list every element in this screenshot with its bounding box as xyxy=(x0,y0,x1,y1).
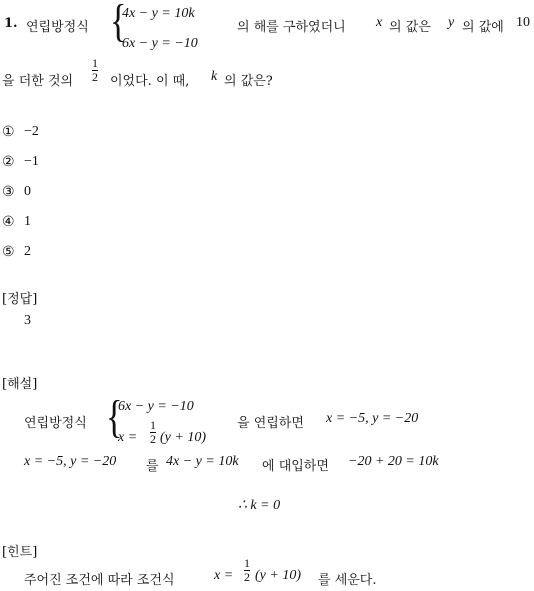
fraction-numerator: 1 xyxy=(92,56,98,70)
choice-3-marker: ③ xyxy=(2,184,15,200)
choice-4-value: 1 xyxy=(24,214,31,229)
answer-label: [정답] xyxy=(2,292,38,307)
choice-3-value: 0 xyxy=(24,184,31,199)
hint-math-post: (y + 10) xyxy=(255,568,301,583)
hint-fraction xyxy=(244,557,250,584)
choice-4-marker: ④ xyxy=(2,214,15,230)
hint-math-pre: x = xyxy=(214,568,234,583)
var-x: x xyxy=(376,15,383,30)
solution-eq1: 6x − y = −10 xyxy=(118,399,194,414)
choice-2-value: −1 xyxy=(24,154,39,169)
system-brace: { xyxy=(110,0,127,46)
problem-text-1b: 의 값은 xyxy=(389,20,431,35)
solution-line1-math: x = −5, y = −20 xyxy=(326,411,419,426)
solution-line2-text-a: 를 xyxy=(146,459,159,474)
solution-eq2-fraction xyxy=(150,419,156,446)
solution-line2-math-c: −20 + 20 = 10k xyxy=(348,454,439,469)
problem-text-2a: 을 더한 것의 xyxy=(2,74,74,89)
choice-2-marker: ② xyxy=(2,154,15,170)
answer-value: 3 xyxy=(24,313,31,328)
fraction-numerator: 1 xyxy=(244,556,250,570)
solution-system-brace: { xyxy=(106,391,123,442)
hint-text-post: 를 세운다. xyxy=(318,573,377,588)
solution-line2-text-b: 에 대입하면 xyxy=(262,459,329,474)
problem-intro: 연립방정식 xyxy=(26,20,89,35)
number-ten: 10 xyxy=(516,15,530,30)
fraction-denominator: 2 xyxy=(244,570,250,584)
solution-label: [해설] xyxy=(2,377,38,392)
problem-text-2c: 의 값은? xyxy=(224,74,273,89)
hint-text-pre: 주어진 조건에 따라 조건식 xyxy=(24,573,175,588)
hint-label: [힌트] xyxy=(2,545,38,560)
choice-5-value: 2 xyxy=(24,244,31,259)
solution-eq2-post: (y + 10) xyxy=(160,430,206,445)
problem-text-2b: 이었다. 이 때, xyxy=(110,74,190,89)
solution-line2-math-a: x = −5, y = −20 xyxy=(24,454,117,469)
choice-5-marker: ⑤ xyxy=(2,244,15,260)
solution-line1-text: 을 연립하면 xyxy=(237,416,304,431)
fraction-denominator: 2 xyxy=(150,432,156,446)
problem-text-1a: 의 해를 구하였더니 xyxy=(237,20,346,35)
solution-therefore: ∴ k = 0 xyxy=(238,498,281,513)
fraction-numerator: 1 xyxy=(150,418,156,432)
solution-line2-math-b: 4x − y = 10k xyxy=(166,454,239,469)
system-eq1: 4x − y = 10k xyxy=(122,6,195,21)
var-k: k xyxy=(211,69,218,84)
choice-1-value: −2 xyxy=(24,124,39,139)
problem-number: 1. xyxy=(4,16,18,31)
solution-eq2-pre: x = xyxy=(118,430,138,445)
solution-intro: 연립방정식 xyxy=(24,416,87,431)
choice-1-marker: ① xyxy=(2,124,15,140)
var-y: y xyxy=(448,15,455,30)
fraction-denominator: 2 xyxy=(92,70,98,84)
fraction-half xyxy=(92,57,98,84)
problem-text-1c: 의 값에 xyxy=(462,20,504,35)
system-eq2: 6x − y = −10 xyxy=(122,36,198,51)
